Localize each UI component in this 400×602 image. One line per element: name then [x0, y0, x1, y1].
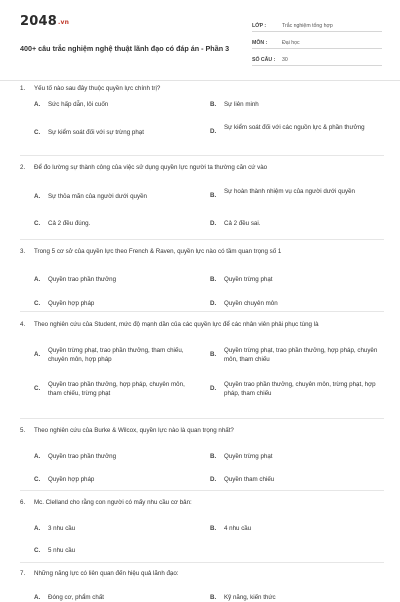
option-text: Kỹ năng, kiến thức	[224, 594, 276, 601]
option-text: Quyền hợp pháp	[48, 476, 95, 483]
option-b[interactable]	[210, 187, 380, 199]
options-grid	[20, 336, 384, 398]
option-a[interactable]	[34, 346, 199, 364]
question-number: 2.	[20, 164, 26, 171]
question-number: 1.	[20, 85, 26, 92]
option-d[interactable]	[210, 123, 382, 135]
options-grid	[20, 585, 384, 599]
option-label: A.	[34, 101, 41, 108]
question-6	[20, 498, 384, 558]
option-label: B.	[210, 101, 217, 108]
option-label: B.	[210, 351, 217, 358]
option-label: D.	[210, 220, 217, 227]
meta-value-socau: 30	[282, 57, 288, 63]
question-3	[20, 247, 384, 307]
option-b[interactable]	[210, 452, 380, 461]
site-logo[interactable]	[20, 14, 69, 29]
question-divider	[20, 562, 384, 563]
option-label: C.	[34, 129, 41, 136]
question-stem	[20, 163, 384, 173]
question-text: Yếu tố nào sau đây thuộc quyền lực chính trị?	[34, 85, 161, 92]
document-title: 400+ câu trắc nghiệm nghệ thuật lãnh đạo có đáp án - Phần 3	[20, 44, 230, 53]
question-stem	[20, 84, 384, 94]
option-b[interactable]	[210, 346, 382, 364]
option-c[interactable]	[34, 380, 199, 398]
question-stem	[20, 247, 384, 257]
question-stem	[20, 426, 384, 436]
meta-label-mon: MÔN :	[252, 40, 268, 46]
question-text: Theo nghiên cứu của Student, mức độ mạnh dần của các quyền lực để các nhân viên phải phục tùng là	[34, 321, 319, 328]
option-label: B.	[210, 594, 217, 601]
option-text: Quyền chuyên môn	[224, 300, 278, 307]
meta-value-lop: Trắc nghiệm tổng hợp	[282, 23, 333, 29]
question-divider	[20, 239, 384, 240]
question-2	[20, 163, 384, 227]
option-a[interactable]	[34, 452, 199, 461]
option-a[interactable]	[34, 192, 199, 201]
option-c[interactable]	[34, 128, 199, 137]
option-label: D.	[210, 300, 217, 307]
option-text: Sự kiểm soát đối với sự trừng phạt	[48, 129, 144, 136]
option-text: Sự liên minh	[224, 101, 259, 108]
option-label: C.	[34, 300, 41, 307]
logo-domain: .vn	[57, 19, 70, 26]
option-text: Sự hoàn thành nhiệm vụ của người dưới quyền	[224, 188, 355, 195]
option-a[interactable]	[34, 524, 199, 533]
option-d[interactable]	[210, 380, 382, 398]
question-stem	[20, 498, 384, 508]
option-d[interactable]	[210, 475, 380, 484]
option-c[interactable]	[34, 219, 199, 228]
options-grid	[20, 179, 384, 227]
question-text: Để đo lường sự thành công của việc sử dụng quyền lực người ta thường căn cứ vào	[34, 164, 268, 171]
option-b[interactable]	[210, 524, 380, 533]
meta-value-mon: Đại học	[282, 40, 300, 46]
option-d[interactable]	[210, 219, 380, 228]
question-stem	[20, 569, 384, 579]
option-text: Quyền tham chiếu	[224, 476, 275, 483]
option-text: 3 nhu cầu	[48, 525, 76, 532]
option-label: C.	[34, 220, 41, 227]
option-label: B.	[210, 525, 217, 532]
question-7	[20, 569, 384, 599]
option-label: B.	[210, 453, 217, 460]
question-divider	[20, 490, 384, 491]
question-divider	[20, 311, 384, 312]
question-number: 4.	[20, 321, 26, 328]
option-text: Quyền trao phần thưởng, hợp pháp, chuyên môn, tham chiếu, trừng phạt	[48, 381, 185, 397]
header-divider	[0, 80, 400, 81]
option-c[interactable]	[34, 299, 199, 308]
question-number: 3.	[20, 248, 26, 255]
question-text: Theo nghiên cứu của Burke & Wilcox, quyền lực nào là quan trọng nhất?	[34, 427, 234, 434]
option-d[interactable]	[210, 299, 380, 308]
meta-row-lop	[252, 16, 382, 32]
question-text: Những năng lực có liên quan đến hiệu quả lãnh đạo:	[34, 570, 179, 577]
option-label: A.	[34, 276, 41, 283]
option-text: Quyền trừng phạt	[224, 276, 273, 283]
option-b[interactable]	[210, 593, 380, 602]
question-divider	[20, 155, 384, 156]
option-text: Đóng cơ, phẩm chất	[48, 594, 104, 601]
option-text: Sức hấp dẫn, lôi cuốn	[48, 101, 109, 108]
meta-label-socau: SỐ CÂU :	[252, 57, 276, 63]
options-grid	[20, 263, 384, 307]
option-text: Sự kiểm soát đối với các nguồn lực & phần thưởng	[224, 124, 365, 131]
option-label: D.	[210, 385, 217, 392]
options-grid	[20, 442, 384, 486]
option-text: Quyền trừng phạt	[224, 453, 273, 460]
option-c[interactable]	[34, 475, 199, 484]
option-label: C.	[34, 547, 41, 554]
option-c[interactable]	[34, 546, 199, 555]
option-label: A.	[34, 351, 41, 358]
question-1	[20, 84, 384, 144]
option-text: Quyền trao phần thưởng	[48, 276, 117, 283]
option-text: 5 nhu cầu	[48, 547, 76, 554]
question-4	[20, 320, 384, 398]
option-text: Sự thỏa mãn của người dưới quyền	[48, 193, 147, 200]
option-a[interactable]	[34, 593, 199, 602]
option-text: Quyền hợp pháp	[48, 300, 95, 307]
meta-table	[252, 16, 382, 67]
option-text: Quyền trừng phạt, trao phần thưởng, hợp pháp, chuyên môn, tham chiếu	[224, 347, 378, 363]
question-number: 6.	[20, 499, 26, 506]
option-text: Quyền trừng phạt, trao phần thưởng, tham chiếu, chuyên môn, hợp pháp	[48, 347, 184, 363]
option-label: A.	[34, 594, 41, 601]
option-label: A.	[34, 193, 41, 200]
option-label: B.	[210, 276, 217, 283]
question-number: 7.	[20, 570, 26, 577]
option-label: D.	[210, 476, 217, 483]
options-grid	[20, 100, 384, 144]
option-text: 4 nhu cầu	[224, 525, 252, 532]
question-number: 5.	[20, 427, 26, 434]
meta-row-socau	[252, 50, 382, 66]
question-divider	[20, 418, 384, 419]
option-b[interactable]	[210, 275, 380, 284]
option-label: C.	[34, 385, 41, 392]
question-text: Trong 5 cơ sở của quyền lực theo French & Raven, quyền lực nào có tầm quan trọng số 1	[34, 248, 282, 255]
meta-row-mon	[252, 33, 382, 49]
option-a[interactable]	[34, 275, 199, 284]
option-label: A.	[34, 525, 41, 532]
option-text: Cả 2 đều đúng.	[48, 220, 91, 227]
option-b[interactable]	[210, 100, 380, 109]
option-text: Cả 2 đều sai.	[224, 220, 261, 227]
option-label: D.	[210, 128, 217, 135]
question-5	[20, 426, 384, 486]
meta-label-lop: LỚP :	[252, 23, 267, 29]
logo-number: 2048	[20, 14, 57, 29]
question-text: Mc. Clelland cho rằng con người có mấy nhu cầu cơ bản:	[34, 499, 192, 506]
question-stem	[20, 320, 384, 330]
option-label: B.	[210, 192, 217, 199]
option-label: A.	[34, 453, 41, 460]
option-text: Quyền trao phần thưởng, chuyên môn, trừng phạt, hợp pháp, tham chiếu	[224, 381, 376, 397]
option-text: Quyền trao phần thưởng	[48, 453, 117, 460]
options-grid	[20, 514, 384, 558]
option-label: C.	[34, 476, 41, 483]
document-header	[20, 14, 382, 76]
option-a[interactable]	[34, 100, 194, 109]
